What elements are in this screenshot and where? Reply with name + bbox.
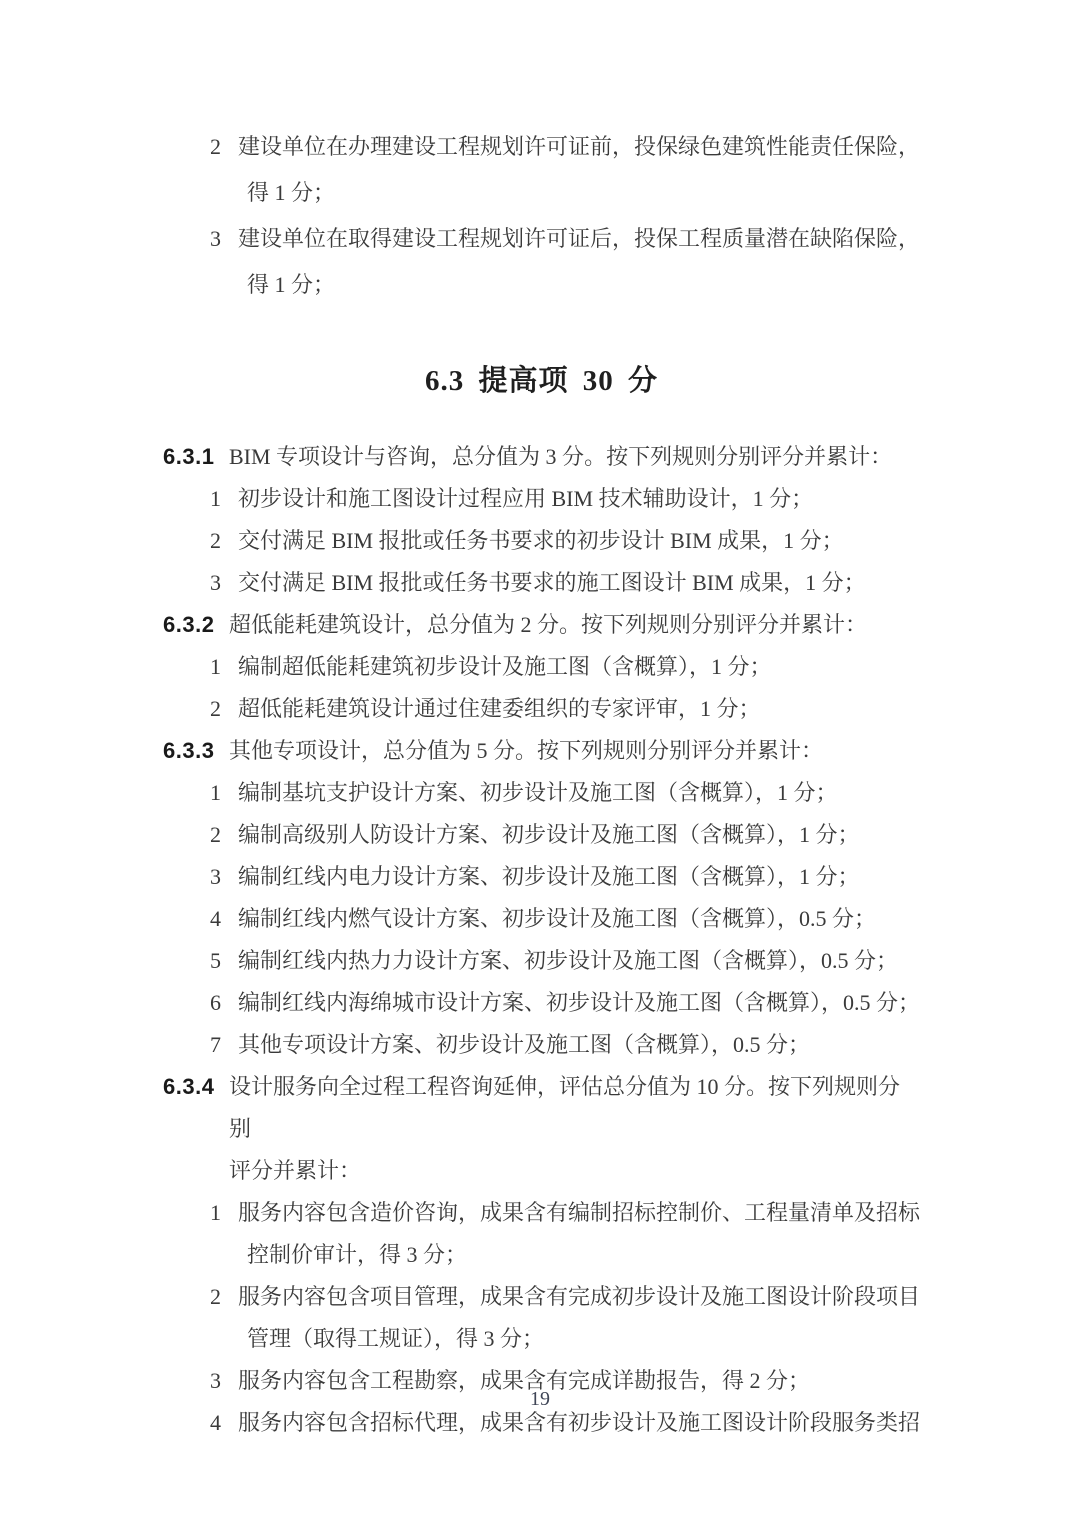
list-item xyxy=(163,772,920,814)
list-item-number: 3 xyxy=(210,1368,221,1393)
list-item-text: 超低能耗建筑设计通过住建委组织的专家评审，1 分； xyxy=(238,696,761,721)
section-6.3.3 xyxy=(163,730,920,1066)
list-item xyxy=(163,940,920,982)
list-item-number: 7 xyxy=(210,1032,221,1057)
list-item xyxy=(163,478,920,520)
list-item-text: 服务内容包含招标代理，成果含有初步设计及施工图设计阶段服务类招 xyxy=(238,1410,921,1435)
page-content xyxy=(163,124,920,1444)
list-item-number: 3 xyxy=(210,226,221,251)
list-item xyxy=(163,688,920,730)
list-item-text: 编制高级别人防设计方案、初步设计及施工图（含概算），1 分； xyxy=(238,822,860,847)
carryover-list xyxy=(163,124,920,308)
list-item xyxy=(163,124,920,216)
list-item xyxy=(163,814,920,856)
list-item-continuation: 得 1 分； xyxy=(247,272,336,297)
list-item-number: 2 xyxy=(210,1284,221,1309)
list-item-text: 服务内容包含造价咨询，成果含有编制招标控制价、工程量清单及招标 xyxy=(238,1200,921,1225)
section-number: 6.3.3 xyxy=(163,738,215,763)
list-item-number: 5 xyxy=(210,948,221,973)
section-6.3.1 xyxy=(163,436,920,604)
list-item-text: 服务内容包含工程勘察，成果含有完成详勘报告，得 2 分； xyxy=(238,1368,811,1393)
list-item-number: 1 xyxy=(210,1200,221,1225)
page-footer xyxy=(0,1384,1080,1414)
section-number: 6.3.2 xyxy=(163,612,215,637)
section-intro-text: BIM 专项设计与咨询，总分值为 3 分。按下列规则分别评分并累计： xyxy=(229,444,893,469)
section-number: 6.3.1 xyxy=(163,444,215,469)
section-intro xyxy=(163,730,920,772)
list-item xyxy=(163,856,920,898)
section-6.3.2 xyxy=(163,604,920,730)
list-item xyxy=(163,520,920,562)
list-item xyxy=(163,646,920,688)
list-item xyxy=(163,1192,920,1276)
list-item-number: 3 xyxy=(210,570,221,595)
list-item xyxy=(163,982,920,1024)
section-intro-continuation: 评分并累计： xyxy=(229,1158,362,1183)
list-item-text: 编制红线内电力设计方案、初步设计及施工图（含概算），1 分； xyxy=(238,864,860,889)
list-item-text: 编制红线内热力力设计方案、初步设计及施工图（含概算），0.5 分； xyxy=(238,948,899,973)
list-item-text: 编制超低能耗建筑初步设计及施工图（含概算），1 分； xyxy=(238,654,772,679)
list-item-number: 2 xyxy=(210,134,221,159)
list-item-text: 初步设计和施工图设计过程应用 BIM 技术辅助设计，1 分； xyxy=(238,486,814,511)
list-item-continuation: 得 1 分； xyxy=(247,180,336,205)
section-intro xyxy=(163,604,920,646)
section-intro xyxy=(163,1066,920,1192)
list-item-text: 交付满足 BIM 报批或任务书要求的初步设计 BIM 成果，1 分； xyxy=(238,528,844,553)
list-item xyxy=(163,898,920,940)
list-item-text: 其他专项设计方案、初步设计及施工图（含概算），0.5 分； xyxy=(238,1032,811,1057)
list-item-number: 2 xyxy=(210,696,221,721)
section-number: 6.3.4 xyxy=(163,1074,215,1099)
section-intro-text: 其他专项设计，总分值为 5 分。按下列规则分别评分并累计： xyxy=(229,738,824,763)
list-item-number: 4 xyxy=(210,906,221,931)
section-intro-text: 超低能耗建筑设计，总分值为 2 分。按下列规则分别评分并累计： xyxy=(229,612,868,637)
list-item-number: 6 xyxy=(210,990,221,1015)
list-item xyxy=(163,216,920,308)
list-item-number: 4 xyxy=(210,1410,221,1435)
section-intro xyxy=(163,436,920,478)
page-number: 19 xyxy=(530,1388,550,1410)
list-item-text: 服务内容包含项目管理，成果含有完成初步设计及施工图设计阶段项目 xyxy=(238,1284,921,1309)
list-item xyxy=(163,1024,920,1066)
list-item-continuation: 控制价审计，得 3 分； xyxy=(247,1242,468,1267)
list-item-text: 建设单位在取得建设工程规划许可证后，投保工程质量潜在缺陷保险， xyxy=(238,226,921,251)
list-item xyxy=(163,1276,920,1360)
sections-list xyxy=(163,436,920,1444)
list-item-text: 编制基坑支护设计方案、初步设计及施工图（含概算），1 分； xyxy=(238,780,838,805)
list-item-text: 编制红线内燃气设计方案、初步设计及施工图（含概算），0.5 分； xyxy=(238,906,877,931)
list-item-number: 1 xyxy=(210,654,221,679)
list-item-number: 2 xyxy=(210,822,221,847)
list-item-number: 3 xyxy=(210,864,221,889)
list-item xyxy=(163,562,920,604)
list-item-number: 1 xyxy=(210,486,221,511)
list-item-number: 2 xyxy=(210,528,221,553)
list-item-number: 1 xyxy=(210,780,221,805)
list-item-text: 编制红线内海绵城市设计方案、初步设计及施工图（含概算），0.5 分； xyxy=(238,990,921,1015)
list-item-text: 交付满足 BIM 报批或任务书要求的施工图设计 BIM 成果，1 分； xyxy=(238,570,866,595)
section-intro-text: 设计服务向全过程工程咨询延伸，评估总分值为 10 分。按下列规则分别 xyxy=(229,1074,901,1141)
section-heading: 6.3 提高项 30 分 xyxy=(424,365,658,397)
list-item-text: 建设单位在办理建设工程规划许可证前，投保绿色建筑性能责任保险， xyxy=(238,134,921,159)
list-item-continuation: 管理（取得工规证），得 3 分； xyxy=(247,1326,545,1351)
